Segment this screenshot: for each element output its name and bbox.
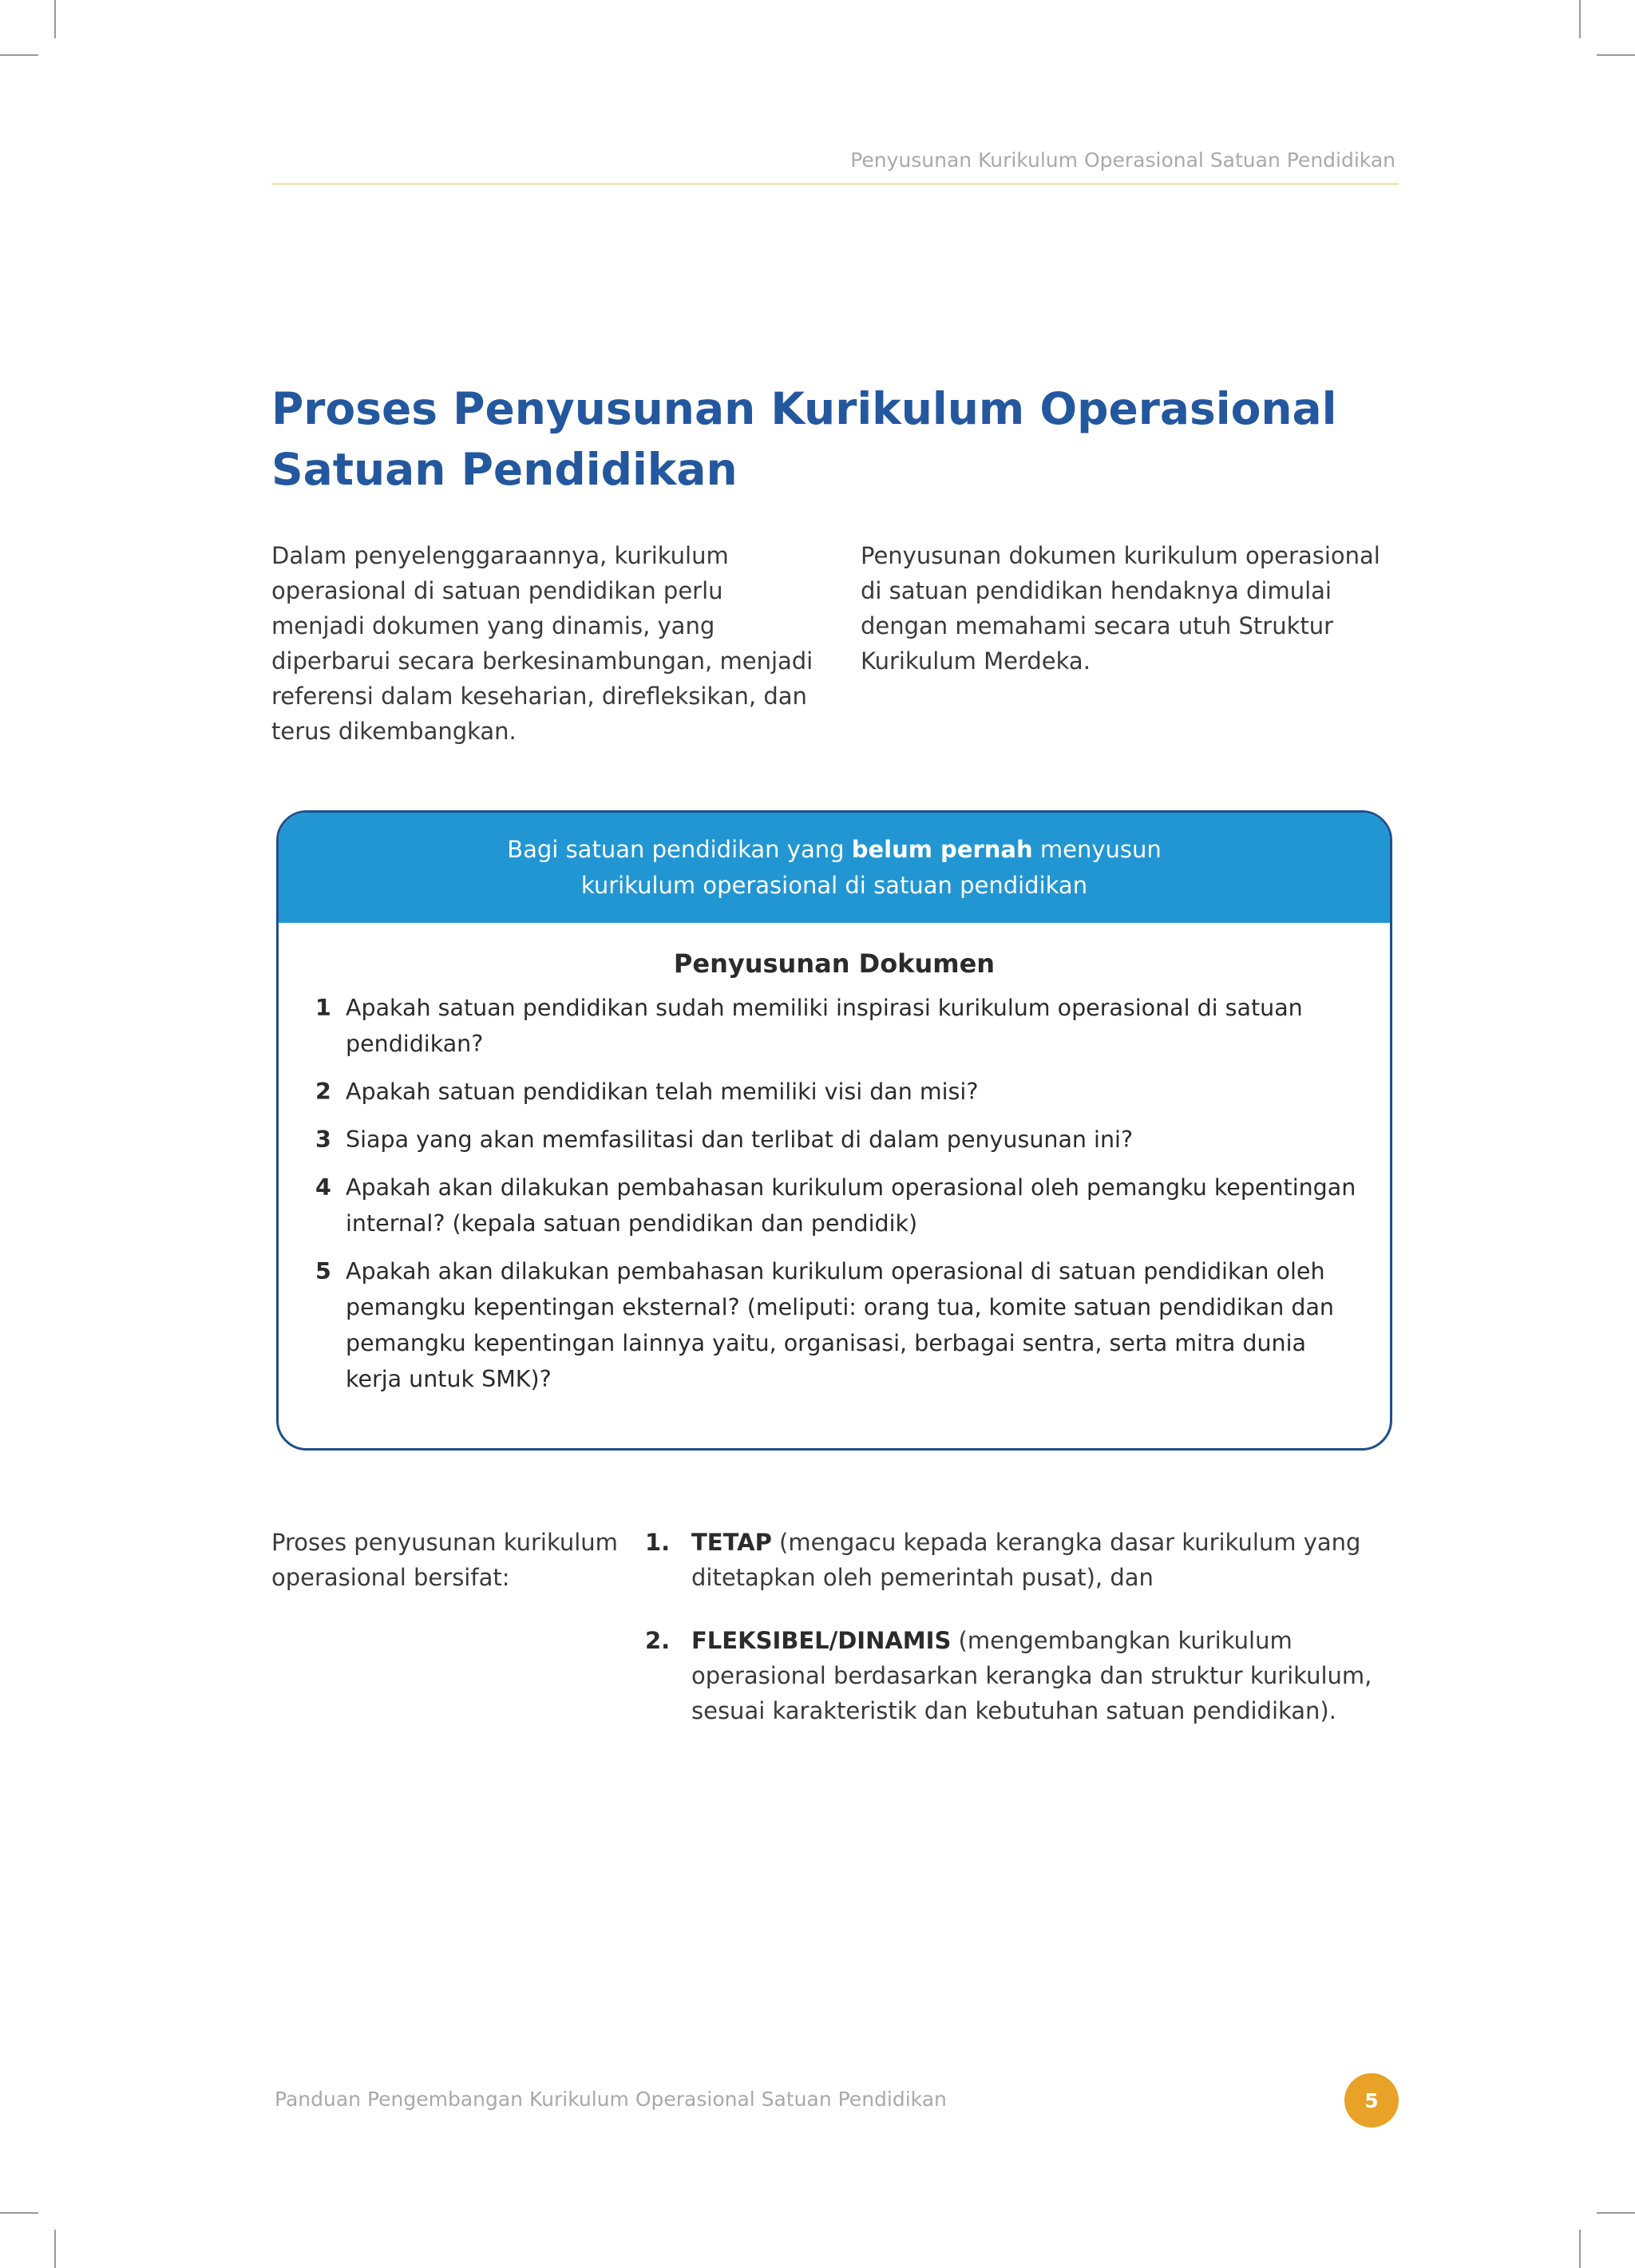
crop-mark	[54, 0, 56, 38]
question-number: 2	[315, 1079, 331, 1105]
properties-label: Proses penyusunan kurikulum operasional bersifat:	[271, 1529, 618, 1591]
property-text	[691, 1525, 1405, 1595]
property-item	[645, 1525, 1405, 1595]
intro-paragraph-right: Penyusunan dokumen kurikulum operasional di satuan pendidikan hendaknya dimulai dengan memahami secara utuh Struktur Kurikulum Merdeka.	[861, 542, 1380, 675]
document-questions-box	[276, 810, 1392, 1451]
question-item	[315, 1122, 1358, 1158]
box-header-emphasis: belum pernah	[851, 836, 1033, 863]
crop-mark	[54, 2230, 56, 2268]
running-head: Penyusunan Kurikulum Operasional Satuan Pendidikan	[850, 148, 1395, 172]
question-item	[315, 1253, 1358, 1397]
box-header-suffix: menyusun	[1032, 836, 1162, 863]
question-text: Apakah satuan pendidikan telah memiliki visi dan misi?	[346, 1079, 979, 1105]
page-title	[271, 378, 1405, 500]
question-number: 5	[315, 1258, 331, 1284]
property-text	[691, 1623, 1405, 1728]
question-number: 3	[315, 1126, 331, 1153]
property-description: (mengacu kepada kerangka dasar kurikulum yang ditetapkan oleh pemerintah pusat), dan	[691, 1529, 1361, 1591]
property-description: (mengembangkan kurikulum operasional berdasarkan kerangka dan struktur kurikulum, sesuai karakteristik dan kebutuhan satuan pendidikan).	[691, 1627, 1372, 1724]
intro-paragraph-left: Dalam penyelenggaraannya, kurikulum operasional di satuan pendidikan perlu menjadi dokumen yang dinamis, yang diperbarui secara berkesinambungan, menjadi referensi dalam keseharian, direfleksikan, dan terus dikembangkan.	[271, 542, 814, 745]
footer-text: Panduan Pengembangan Kurikulum Operasional Satuan Pendidikan	[275, 2088, 947, 2111]
box-header-line-1	[507, 832, 1162, 868]
question-text: Siapa yang akan memfasilitasi dan terlibat di dalam penyusunan ini?	[346, 1126, 1134, 1153]
properties-list	[645, 1525, 1405, 1756]
crop-mark	[0, 54, 38, 56]
crop-mark	[1597, 2212, 1635, 2214]
title-line-1: Proses Penyusunan Kurikulum Operasional	[271, 383, 1337, 434]
box-title: Penyusunan Dokumen	[673, 948, 996, 979]
property-number: 2.	[645, 1627, 671, 1654]
property-term: TETAP	[691, 1529, 772, 1556]
question-number: 1	[315, 995, 331, 1021]
question-number: 4	[315, 1174, 331, 1201]
question-list	[279, 990, 1390, 1397]
question-text: Apakah akan dilakukan pembahasan kurikulum operasional oleh pemangku kepentingan internal? (kepala satuan pendidikan dan pendidik)	[346, 1174, 1356, 1237]
property-number: 1.	[645, 1529, 671, 1556]
page-number-badge: 5	[1344, 2073, 1399, 2127]
box-header-prefix: Bagi satuan pendidikan yang	[507, 836, 852, 863]
question-text: Apakah akan dilakukan pembahasan kurikulum operasional di satuan pendidikan oleh pemangku kepentingan eksternal? (meliputi: orang tua, komite satuan pendidikan dan pemangku kepentingan lainnya yaitu, organisasi, berbagai sentra, serta mitra dunia kerja untuk SMK)?	[346, 1258, 1334, 1392]
question-text: Apakah satuan pendidikan sudah memiliki inspirasi kurikulum operasional di satuan pendidikan?	[346, 995, 1303, 1057]
crop-mark	[0, 2212, 38, 2214]
question-item	[315, 1074, 1358, 1110]
crop-mark	[1597, 54, 1635, 56]
question-item	[315, 990, 1358, 1062]
question-item	[315, 1170, 1358, 1241]
header-rule	[271, 183, 1399, 185]
box-header-line-2: kurikulum operasional di satuan pendidikan	[580, 872, 1088, 899]
crop-mark	[1579, 2230, 1581, 2268]
property-term: FLEKSIBEL/DINAMIS	[691, 1627, 952, 1654]
crop-mark	[1579, 0, 1581, 38]
property-item	[645, 1623, 1405, 1728]
title-line-2: Satuan Pendidikan	[271, 444, 738, 495]
box-header	[279, 813, 1390, 923]
